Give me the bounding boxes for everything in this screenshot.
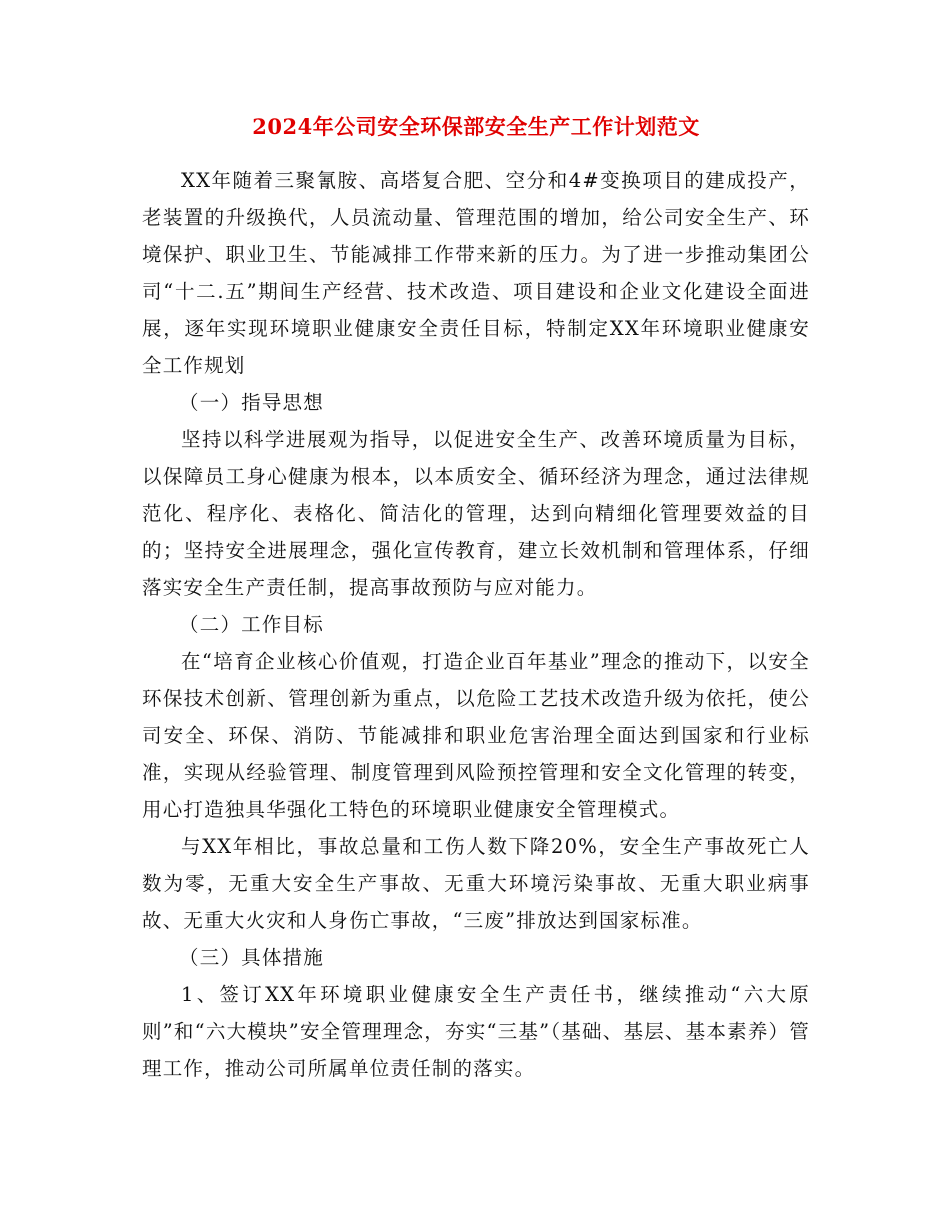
document-title: 2024年公司安全环保部安全生产工作计划范文: [252, 114, 700, 139]
section1-paragraph: 坚持以科学进展观为指导，以促进安全生产、改善环境质量为目标，以保障员工身心健康为根本，以本质安全、循环经济为理念，通过法律规范化、程序化、表格化、简洁化的管理，达到向精细化管理要效益的目的；坚持安全进展理念，强化宣传教育，建立长效机制和管理体系，仔细落实安全生产责任制，提高事故预防与应对能力。: [142, 428, 810, 599]
section2-paragraph-2: 与XX年相比，事故总量和工伤人数下降20%，安全生产事故死亡人数为零，无重大安全生产事故、无重大环境污染事故、无重大职业病事故、无重大火灾和人身伤亡事故，“三废”排放达到国家标准。: [142, 835, 810, 932]
section1-heading: （一）指导思想: [179, 391, 324, 414]
section2-heading: （二）工作目标: [179, 613, 324, 636]
intro-paragraph: XX年随着三聚氰胺、高塔复合肥、空分和4#变换项目的建成投产，老装置的升级换代，人员流动量、管理范围的增加，给公司安全生产、环境保护、职业卫生、节能减排工作带来新的压力。为了进一步推动集团公司“十二.五”期间生产经营、技术改造、项目建设和企业文化建设全面进展，逐年实现环境职业健康安全责任目标，特制定XX年环境职业健康安全工作规划: [142, 169, 810, 377]
section2-paragraph-1: 在“培育企业核心价值观，打造企业百年基业”理念的推动下，以安全环保技术创新、管理创新为重点，以危险工艺技术改造升级为依托，使公司安全、环保、消防、节能减排和职业危害治理全面达到国家和行业标准，实现从经验管理、制度管理到风险预控管理和安全文化管理的转变，用心打造独具华强化工特色的环境职业健康安全管理模式。: [142, 650, 810, 821]
section3-heading: （三）具体措施: [179, 946, 324, 969]
section3-item-1: 1、签订XX年环境职业健康安全生产责任书，继续推动“六大原则”和“六大模块”安全管理理念，夯实“三基”（基础、基层、基本素养）管理工作，推动公司所属单位责任制的落实。: [142, 983, 810, 1080]
